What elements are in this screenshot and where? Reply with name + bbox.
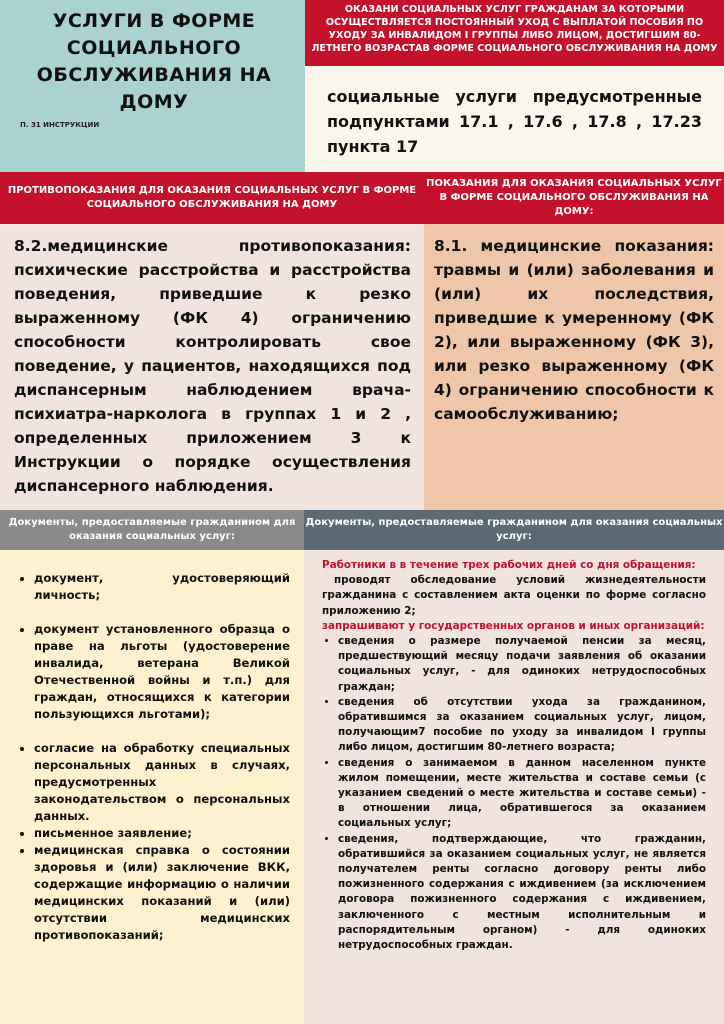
citizen-documents-heading: Документы, предоставляемые гражданином для оказания социальных услуг:: [0, 510, 304, 550]
list-item: • сведения об отсутствии ухода за гражданином, обратившимся за оказанием социальных услуг, лицом, получающим7 пособие по уходу за инвалидом I группы либо лицом, достигшим 80-летнего возраста;: [338, 695, 706, 756]
top-banner: ОКАЗАНИ СОЦИАЛЬНЫХ УСЛУГ ГРАЖДАНАМ ЗА КОТОРЫМИ ОСУЩЕСТВЛЯЕТСЯ ПОСТОЯННЫЙ УХОД С ВЫПЛАТОЙ ПОСОБИЯ ПО УХОДУ ЗА ИНВАЛИДОМ I ГРУППЫ ЛИБО ЛИЦОМ, ДОСТИГШИМ 80-ЛЕТНЕГО ВОЗРАСТАВ ФОРМЕ СОЦИАЛЬНОГО ОБСЛУЖИВАНИЯ НА ДОМУ: [305, 0, 724, 66]
indications-heading: ПОКАЗАНИЯ ДЛЯ ОКАЗАНИЯ СОЦИАЛЬНЫХ УСЛУГ В ФОРМЕ СОЦИАЛЬНОГО ОБСЛУЖИВАНИЯ НА ДОМУ:: [424, 172, 724, 224]
workers-label: Работники в в течение трех рабочих дней со дня обращения:: [322, 559, 696, 571]
contraindications-text: 8.2.медицинские противопоказания: психические расстройства и расстройства поведения, приведшие к резко выраженному (ФК 4) ограничению способности контролировать свое поведение, у пациентов, находящихся под диспансерным наблюдением врача-психиатра-нарколога в группах 1 и 2 , определенных приложением 3 к Инструкции о порядке осуществления диспансерного наблюдения.: [0, 224, 424, 510]
list-item: • согласие на обработку специальных персональных данных в случаях, предусмотренных законодательством о персональных данных.: [34, 740, 290, 825]
list-item: • сведения, подтверждающие, что гражданин, обратившийся за оказанием социальных услуг, не является получателем ренты согласно договору ренты либо пожизненного содержания с иждивением (за исключением договора пожизненного содержания с иждивением, заключенного с местным исполнительным и распорядительным органом) - для одиноких нетрудоспособных граждан.: [338, 832, 706, 954]
list-item: • сведения о размере получаемой пенсии за месяц, предшествующий месяцу подачи заявления об оказании социальных услуг, - для одиноких нетрудоспособных граждан;: [338, 634, 706, 695]
list-item: • документ, удостоверяющий личность;: [34, 570, 290, 604]
request-label: запрашивают у государственных органов и иных организаций:: [322, 619, 705, 632]
page-title: УСЛУГИ В ФОРМЕ СОЦИАЛЬНОГО ОБСЛУЖИВАНИЯ НА ДОМУ: [36, 10, 272, 113]
indications-text: 8.1. медицинские показания: травмы и (или) заболевания и (или) их последствия, приведшие к умеренному (ФК 2), или выраженному (ФК 3), или резко выраженному (ФК 4) ограничению способности к самообслуживанию;: [424, 224, 724, 510]
workers-documents-panel: [304, 550, 724, 1024]
workers-documents-heading: Документы, предоставляемые гражданином для оказания социальных услуг:: [304, 510, 724, 550]
list-item: • письменное заявление;: [34, 825, 290, 842]
citizen-documents-panel: [0, 550, 304, 1024]
workers-text: проводят обследование условий жизнедеятельности гражданина с составлением акта оценки по форме согласно приложению 2;: [322, 574, 706, 617]
services-text: социальные услуги предусмотренные подпунктами 17.1 , 17.6 , 17.8 , 17.23 пункта 17: [305, 66, 724, 172]
list-item: • медицинская справка о состоянии здоровья и (или) заключение ВКК, содержащие информацию о наличии медицинских показаний и (или) отсутствии медицинских противопоказаний;: [34, 842, 290, 944]
citizen-documents-list: [14, 570, 290, 944]
list-item: • документ установленного образца о праве на льготы (удостоверение инвалида, ветерана Великой Отечественной войны и т.п.) для граждан, относящихся к категории пользующихся льготами);: [34, 621, 290, 723]
instruction-reference: П. 31 ИНСТРУКЦИИ: [20, 121, 100, 129]
contraindications-heading: ПРОТИВОПОКАЗАНИЯ ДЛЯ ОКАЗАНИЯ СОЦИАЛЬНЫХ УСЛУГ В ФОРМЕ СОЦИАЛЬНОГО ОБСЛУЖИВАНИЯ НА ДОМУ: [0, 172, 424, 224]
request-list: [322, 634, 706, 953]
list-item: • сведения о занимаемом в данном населенном пункте жилом помещении, месте жительства и составе семьи (с указанием сведений о месте жительства и составе семьи) - в отношении лица, обратившегося за оказанием социальных услуг;: [338, 756, 706, 832]
